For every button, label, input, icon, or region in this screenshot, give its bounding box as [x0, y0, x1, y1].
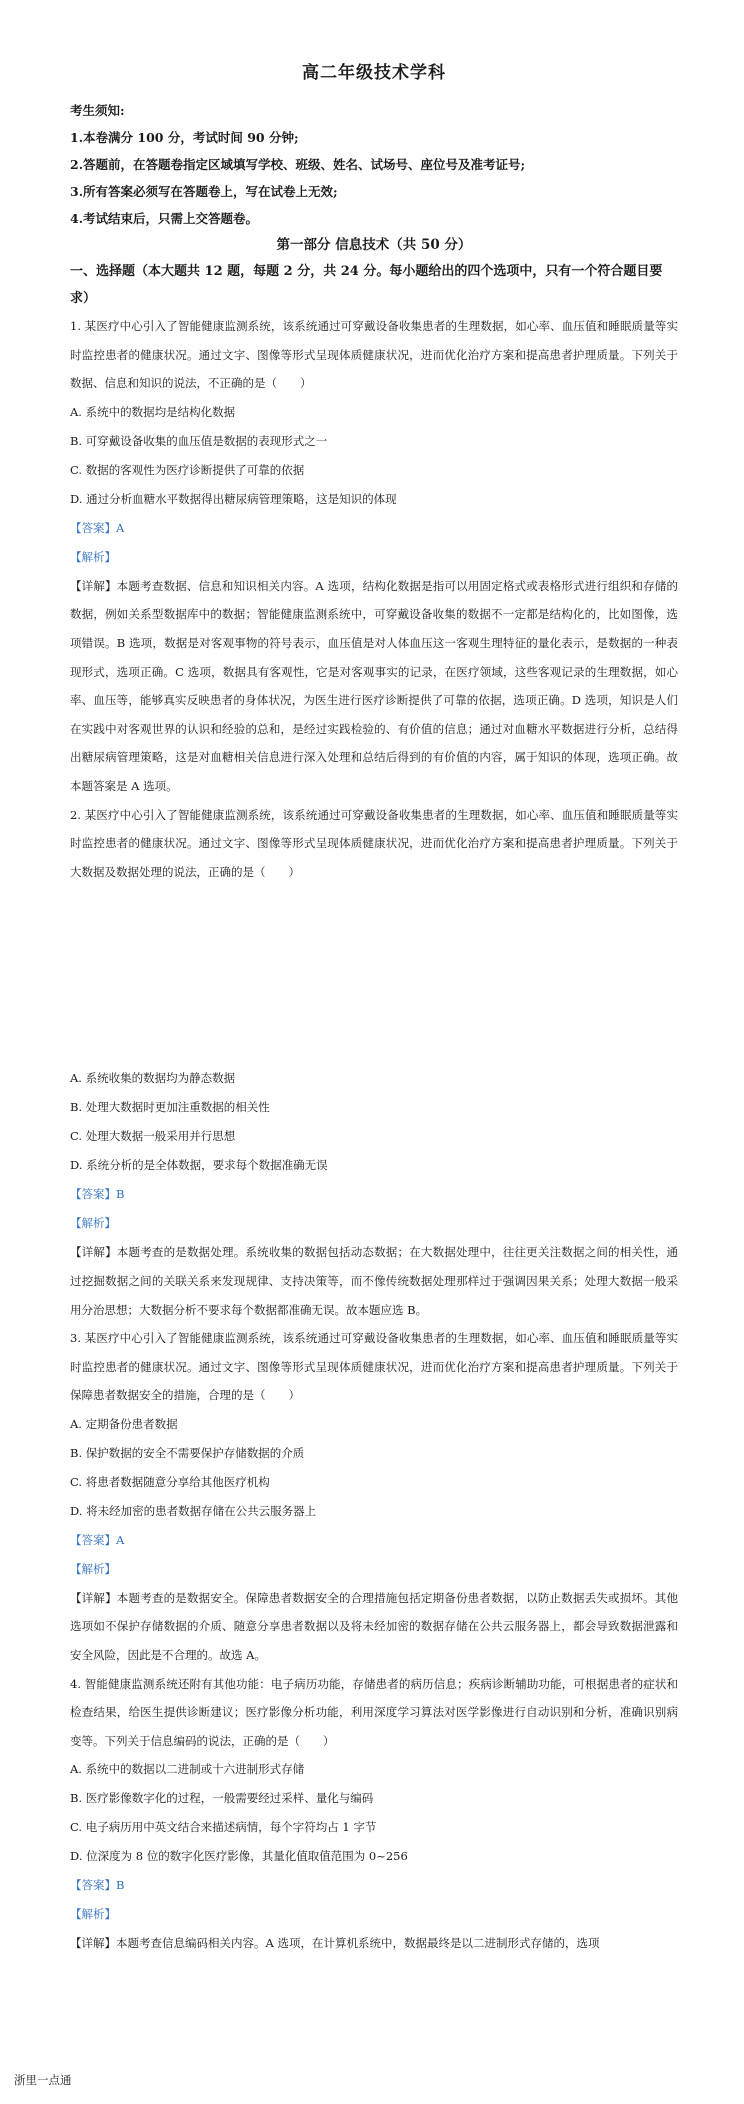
detail-text: [70, 1584, 678, 1670]
detail-text: [70, 572, 678, 801]
answer-value: B: [116, 1187, 125, 1202]
question-2: [70, 801, 678, 1325]
answer-value: B: [116, 1878, 125, 1893]
notice-item: 2.答题前，在答题卷指定区域填写学校、班级、姓名、试场号、座位号及准考证号;: [70, 157, 526, 172]
answer-label: 【答案】: [70, 1532, 116, 1547]
notice-heading: 考生须知:: [70, 103, 125, 118]
detail-body: 本题考查的是数据处理。系统收集的数据包括动态数据；在大数据处理中，往往更关注数据之间的相关性，通过挖掘数据之间的关联关系来发现规律、支持决策等，而不像传统数据处理那样过于强调因果关系；处理大数据一般采用分治思想；大数据分析不要求每个数据都准确无误。故本题应选 B。: [70, 1245, 679, 1317]
answer-value: A: [116, 520, 125, 535]
detail-body: 本题考查数据、信息和知识相关内容。A 选项，结构化数据是指可以用固定格式或表格形式进行组织和存储的数据，例如关系型数据库中的数据；智能健康监测系统中，可穿戴设备收集的数据不一定都是结构化的，比如图像，选项错误。B 选项，数据是对客观事物的符号表示，血压值是对人体血压这一客观生理特征的量化表示，是数据的一种表现形式，选项正确。C 选项，数据具有客观性，它是对客观事实的记录，在医疗领域，这些客观记录的生理数据，如心率、血压等，能够真实反映患者的身体状况，为医生进行医疗诊断提供了可靠的依据，选项正确。D 选项，知识是人们在实践中对客观世界的认识和经验的总和，是经过实践检验的、有价值的信息；通过对血糖水平数据进行分析，总结得出糖尿病管理策略，这是对血糖相关信息进行深入处理和总结后得到的有价值的内容，属于知识的体现，选项正确。故本题答案是 A 选项。: [70, 578, 678, 793]
analysis-label: 【解析】: [70, 1907, 116, 1922]
page-title: 高二年级技术学科: [302, 63, 446, 83]
analysis-label: 【解析】: [70, 549, 116, 564]
option-a: A. 系统中的数据均是结构化数据: [70, 404, 236, 419]
notice-item: 4.考试结束后，只需上交答题卷。: [70, 211, 259, 226]
answer-line: [70, 1180, 678, 1209]
option-c: C. 处理大数据一般采用并行思想: [70, 1129, 236, 1144]
detail-label: 【详解】: [70, 1245, 117, 1260]
detail-text: [70, 1238, 678, 1324]
option-c: C. 将患者数据随意分享给其他医疗机构: [70, 1474, 270, 1489]
question-1: [70, 312, 678, 801]
part-heading: 一、选择题（本大题共 12 题，每题 2 分，共 24 分。每小题给出的四个选项中，只有一个符合题目要求）: [70, 264, 663, 306]
detail-label: 【详解】: [70, 578, 117, 593]
answer-line: [70, 1871, 678, 1900]
option-c: C. 电子病历用中英文结合来描述病情，每个字符均占 1 字节: [70, 1820, 377, 1835]
answer-label: 【答案】: [70, 520, 116, 535]
detail-label: 【详解】: [70, 1936, 116, 1951]
exam-notice: [70, 97, 678, 232]
question-4: [70, 1670, 678, 1958]
section-title: 第一部分 信息技术（共 50 分）: [276, 237, 472, 253]
footer-watermark: 浙里一点通: [14, 2073, 72, 2087]
detail-body: 本题考查的是数据安全。保障患者数据安全的合理措施包括定期备份患者数据，以防止数据丢失或损坏。其他选项如不保护存储数据的介质、随意分享患者数据以及将未经加密的数据存储在公共云服务器上，都会导致数据泄露和安全风险，因此是不合理的。故选 A。: [70, 1590, 679, 1663]
question-3: [70, 1324, 678, 1670]
blank-space: [70, 886, 678, 1064]
answer-value: A: [116, 1532, 125, 1547]
question-stem: 4. 智能健康监测系统还附有其他功能：电子病历功能，存储患者的病历信息；疾病诊断辅助功能，可根据患者的症状和检查结果，给医生提供诊断建议；医疗影像分析功能，利用深度学习算法对医学影像进行自动识别和分析，准确识别病变等。下列关于信息编码的说法，正确的是（ ）: [70, 1676, 678, 1748]
analysis-label: 【解析】: [70, 1561, 116, 1576]
option-a: A. 定期备份患者数据: [70, 1416, 178, 1431]
exam-page: [70, 58, 678, 1958]
option-d: D. 将未经加密的患者数据存储在公共云服务器上: [70, 1503, 317, 1518]
option-a: A. 系统中的数据以二进制或十六进制形式存储: [70, 1762, 305, 1777]
option-b: B. 保护数据的安全不需要保护存储数据的介质: [70, 1445, 305, 1460]
detail-text: [70, 1929, 678, 1958]
option-c: C. 数据的客观性为医疗诊断提供了可靠的依据: [70, 462, 305, 477]
answer-label: 【答案】: [70, 1878, 116, 1893]
question-stem: 1. 某医疗中心引入了智能健康监测系统，该系统通过可穿戴设备收集患者的生理数据，如心率、血压值和睡眠质量等实时监控患者的健康状况。通过文字、图像等形式呈现体质健康状况，进而优化治疗方案和提高患者护理质量。下列关于数据、信息和知识的说法，不正确的是（ ）: [70, 319, 678, 391]
option-d: D. 系统分析的是全体数据，要求每个数据准确无误: [70, 1158, 328, 1173]
option-d: D. 通过分析血糖水平数据得出糖尿病管理策略，这是知识的体现: [70, 491, 397, 506]
option-d: D. 位深度为 8 位的数字化医疗影像，其量化值取值范围为 0~256: [70, 1849, 408, 1864]
option-b: B. 处理大数据时更加注重数据的相关性: [70, 1100, 270, 1115]
detail-label: 【详解】: [70, 1590, 117, 1605]
notice-item: 1.本卷满分 100 分，考试时间 90 分钟;: [70, 130, 299, 145]
option-b: B. 医疗影像数字化的过程，一般需要经过采样、量化与编码: [70, 1791, 374, 1806]
option-b: B. 可穿戴设备收集的血压值是数据的表现形式之一: [70, 433, 328, 448]
detail-body: 本题考查信息编码相关内容。A 选项，在计算机系统中，数据最终是以二进制形式存储的，选项: [116, 1936, 600, 1951]
question-stem: 2. 某医疗中心引入了智能健康监测系统，该系统通过可穿戴设备收集患者的生理数据，如心率、血压值和睡眠质量等实时监控患者的健康状况。通过文字、图像等形式呈现体质健康状况，进而优化治疗方案和提高患者护理质量。下列关于大数据及数据处理的说法，正确的是（ ）: [70, 807, 678, 879]
question-stem: 3. 某医疗中心引入了智能健康监测系统，该系统通过可穿戴设备收集患者的生理数据，如心率、血压值和睡眠质量等实时监控患者的健康状况。通过文字、图像等形式呈现体质健康状况，进而优化治疗方案和提高患者护理质量。下列关于保障患者数据安全的措施，合理的是（ ）: [70, 1331, 678, 1403]
notice-item: 3.所有答案必须写在答题卷上，写在试卷上无效;: [70, 184, 338, 199]
answer-line: [70, 1526, 678, 1555]
option-a: A. 系统收集的数据均为静态数据: [70, 1071, 236, 1086]
answer-label: 【答案】: [70, 1187, 116, 1202]
answer-line: [70, 514, 678, 543]
analysis-label: 【解析】: [70, 1216, 116, 1231]
